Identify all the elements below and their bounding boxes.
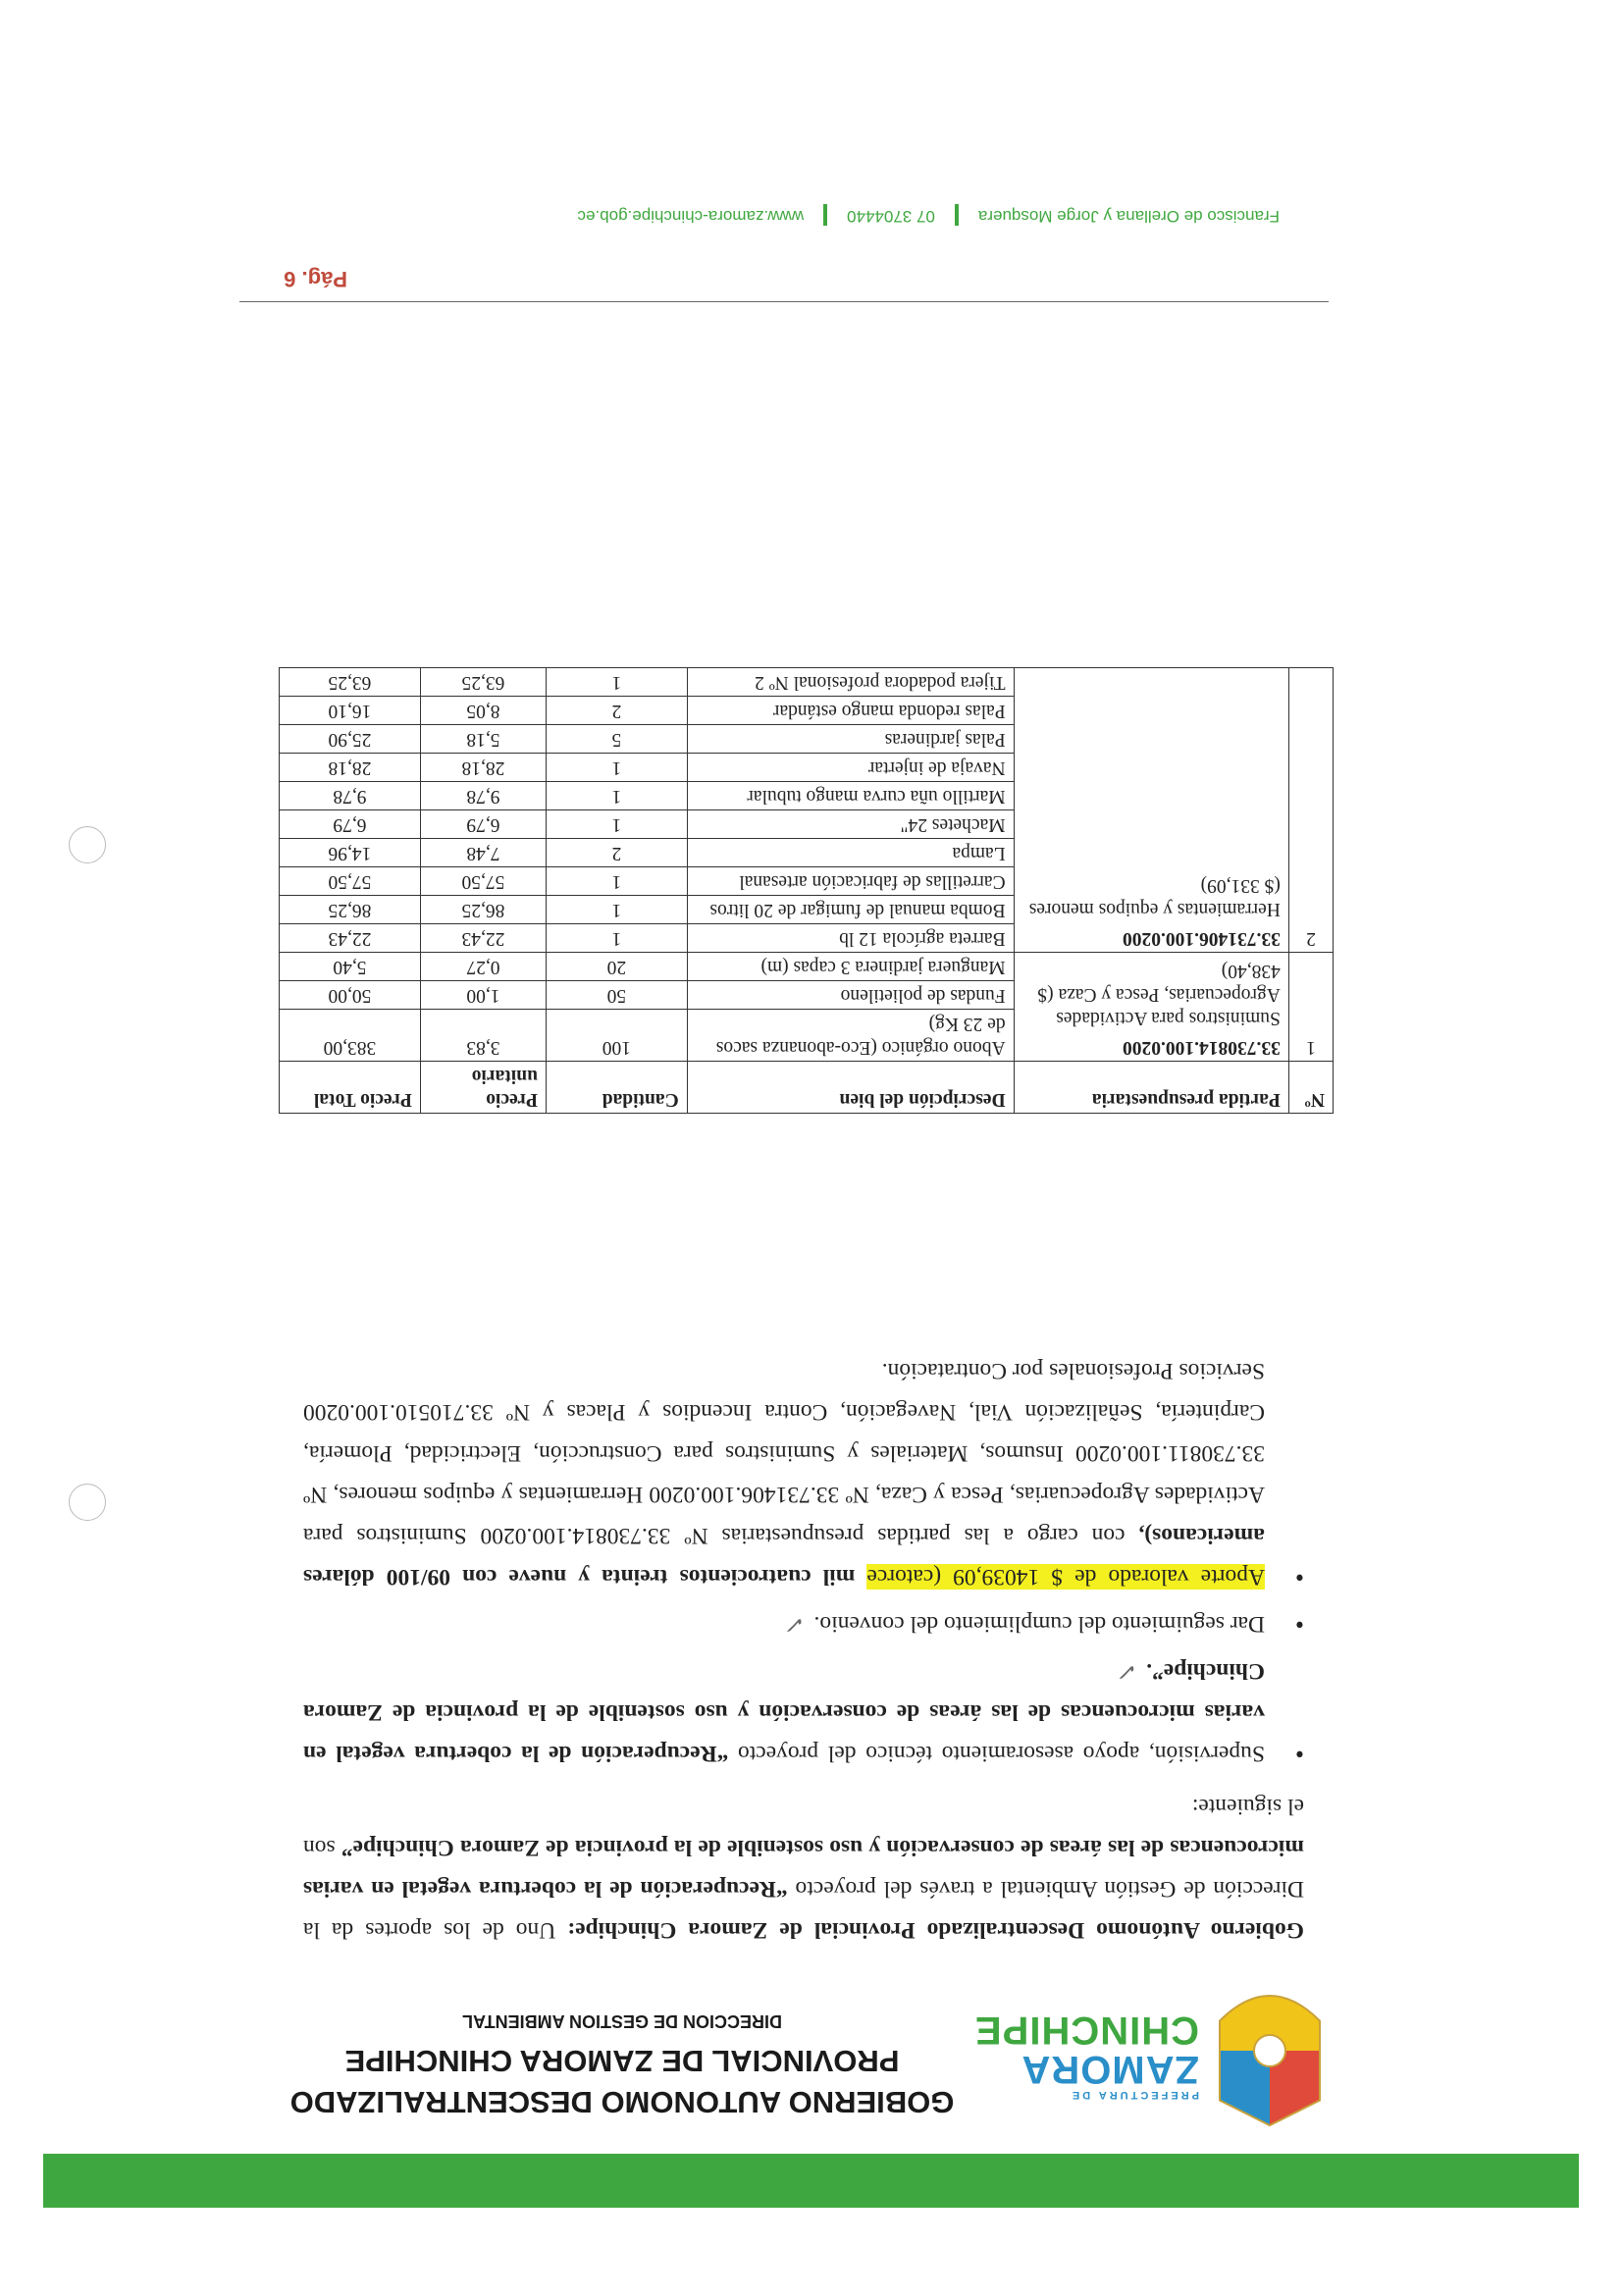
item-unit-price: 0,27 — [420, 953, 546, 981]
partida-description: Suministros para Actividades Agropecuarias, Pesca y Caza ($ 438,40) — [1037, 961, 1281, 1028]
table-row — [280, 924, 1334, 953]
item-quantity: 1 — [546, 896, 687, 924]
item-description: Barreta agrícola 12 lb — [687, 924, 1014, 953]
item-quantity: 1 — [546, 754, 687, 782]
logo-chinchipe: CHINCHIPE — [973, 2009, 1199, 2052]
institution-title-line2: PROVINCIAL DE ZAMORA CHINCHIPE — [344, 2044, 900, 2078]
bullet-follow-up — [303, 1603, 1304, 1644]
item-total-price: 22,43 — [280, 924, 421, 953]
item-total-price: 25,90 — [280, 725, 421, 754]
item-description: Navaja de injertar — [687, 754, 1014, 782]
partida-code: 33.730814.100.0200 — [1122, 1037, 1281, 1058]
footer-address: Francisco de Orellana y Jorge Mosquera — [977, 206, 1280, 226]
item-total-price: 14,96 — [280, 839, 421, 867]
header-n: Nº — [1288, 1062, 1333, 1114]
table-header-row — [280, 1062, 1334, 1114]
item-description: Fundas de polietileno — [687, 981, 1014, 1010]
logo-zamora: ZAMORA — [1021, 2048, 1199, 2091]
header-cantidad: Cantidad — [546, 1062, 687, 1114]
prefectura-shield-logo — [1211, 1972, 1329, 2129]
intro-end: son el siguiente: — [303, 1794, 1304, 1860]
item-quantity: 1 — [546, 810, 687, 839]
checkmark-icon: ✓ — [1119, 1658, 1139, 1684]
footer-website: www.zamora-chinchipe.gob.ec — [577, 206, 805, 226]
item-unit-price: 6,79 — [420, 810, 546, 839]
item-description: Palas jardineras — [687, 725, 1014, 754]
bullet3-bold: mil cuatrocientos treinta y nueve con 09/100 dólares americanos), — [303, 1523, 1265, 1590]
punch-hole — [69, 826, 106, 863]
bullet2-text: Dar seguimiento del cumplimiento del convenio. — [813, 1611, 1265, 1637]
item-quantity: 1 — [546, 867, 687, 896]
item-quantity: 1 — [546, 924, 687, 953]
item-unit-price: 9,78 — [420, 782, 546, 810]
commitments-list — [303, 1350, 1304, 1774]
bullet-supervision — [303, 1650, 1304, 1774]
header-partida: Partida presupuestaria — [1014, 1062, 1288, 1114]
footer-separator — [823, 204, 827, 226]
item-total-price: 9,78 — [280, 782, 421, 810]
item-total-price: 5,40 — [280, 953, 421, 981]
footer-contact — [318, 204, 1299, 226]
bullet3-rest: con cargo a las partidas presupuestarias Nº 33.730814.100.0200 Suministros para Actividades Agropecuarias, Pesca y Caza, Nº 33.731406.100.0200 Herramientas y equipos menores, Nº 33.730811.100.0200 Insumos, Materiales y Suministros para Construcción, Electricidad, Plomería, Carpintería, Señalización Vial, Navegación, Contra Incendios y Placas y Nº 33.710510.100.0200 Servicios Profesionales por Contratación. — [303, 1358, 1265, 1548]
item-total-price: 28,18 — [280, 754, 421, 782]
item-unit-price: 7,48 — [420, 839, 546, 867]
item-quantity: 2 — [546, 697, 687, 725]
table-row — [280, 1010, 1334, 1062]
item-quantity: 100 — [546, 1010, 687, 1062]
item-total-price: 50,00 — [280, 981, 421, 1010]
goods-table — [279, 667, 1334, 1114]
item-total-price: 16,10 — [280, 697, 421, 725]
bullet1-bold: “Recuperación de la cobertura vegetal en varias microcuencas de las áreas de conservación y uso sostenible de la provincia de Zamora Chinchipe”. — [303, 1658, 1265, 1766]
group-partida — [1014, 953, 1288, 1062]
item-description: Tijera podadora profesional Nº 2 — [687, 668, 1014, 697]
punch-hole — [69, 1484, 106, 1521]
page-number: Pág. 6 — [284, 267, 347, 291]
item-description: Machetes 24" — [687, 810, 1014, 839]
intro-text: Uno de los aportes da la Dirección de Gestión Ambiental a través del proyecto — [302, 1876, 1304, 1943]
item-quantity: 1 — [546, 668, 687, 697]
item-total-price: 383,00 — [280, 1010, 421, 1062]
letterhead — [53, 1962, 1329, 2139]
item-description: Manguera jardinera 3 capas (m) — [687, 953, 1014, 981]
footer-separator — [955, 204, 959, 226]
department-subtitle: DIRECCION DE GESTION AMBIENTAL — [462, 2011, 783, 2031]
highlighted-amount: Aporte valorado de $ 14039,09 (catorce — [866, 1564, 1265, 1590]
item-description: Abono orgánico (Eco-abonanza sacos de 23 Kg) — [687, 1010, 1014, 1062]
table-body — [280, 668, 1334, 1062]
item-total-price: 86,25 — [280, 896, 421, 924]
item-quantity: 1 — [546, 782, 687, 810]
intro-paragraph — [303, 1786, 1304, 1951]
header-green-bar — [43, 2154, 1579, 2208]
group-partida — [1014, 668, 1288, 953]
item-quantity: 50 — [546, 981, 687, 1010]
checkmark-icon: ✓ — [786, 1611, 807, 1637]
partida-description: Herramientas y equipos menores ($ 331,09) — [1028, 875, 1281, 919]
item-total-price: 6,79 — [280, 810, 421, 839]
item-description: Palas redonda mango estándar — [687, 697, 1014, 725]
footer-divider — [239, 301, 1329, 302]
item-total-price: 57,50 — [280, 867, 421, 896]
intro-project: “Recuperación de la cobertura vegetal en varias microcuencas de las áreas de conservación y uso sostenible de la provincia de Zamora Chinchipe” — [303, 1835, 1304, 1902]
item-unit-price: 22,43 — [420, 924, 546, 953]
item-unit-price: 1,00 — [420, 981, 546, 1010]
item-description: Lampa — [687, 839, 1014, 867]
bullet-contribution — [303, 1350, 1304, 1597]
item-total-price: 63,25 — [280, 668, 421, 697]
item-unit-price: 8,05 — [420, 697, 546, 725]
footer-phone: 07 3704440 — [847, 206, 935, 226]
logo-prefix: PREFECTURA DE — [1069, 2089, 1199, 2101]
bullet1-text: Supervisión, apoyo asesoramiento técnico del proyecto — [728, 1741, 1265, 1766]
item-unit-price: 3,83 — [420, 1010, 546, 1062]
item-description: Carretillas de fabricación artesanal — [687, 867, 1014, 896]
group-number: 1 — [1288, 953, 1333, 1062]
item-unit-price: 5,18 — [420, 725, 546, 754]
header-precio-unitario: Precio unitario — [420, 1062, 546, 1114]
item-unit-price: 86,25 — [420, 896, 546, 924]
body-text — [303, 1344, 1304, 1951]
item-description: Bomba manual de fumigar de 20 litros — [687, 896, 1014, 924]
intro-bold: Gobierno Autónomo Descentralizado Provincial de Zamora Chinchipe: — [567, 1917, 1304, 1943]
header-precio-total: Precio Total — [280, 1062, 421, 1114]
item-unit-price: 28,18 — [420, 754, 546, 782]
partida-code: 33.731406.100.0200 — [1122, 928, 1281, 949]
institution-title-line1: GOBIERNO AUTONOMO DESCENTRALIZADO — [289, 2085, 955, 2119]
group-number: 2 — [1288, 668, 1333, 953]
item-description: Martillo uña curva mango tubular — [687, 782, 1014, 810]
letterhead-titles — [200, 2010, 1044, 2119]
item-unit-price: 63,25 — [420, 668, 546, 697]
item-quantity: 20 — [546, 953, 687, 981]
header-descripcion: Descripción del bien — [687, 1062, 1014, 1114]
item-unit-price: 57,50 — [420, 867, 546, 896]
item-quantity: 5 — [546, 725, 687, 754]
item-quantity: 2 — [546, 839, 687, 867]
